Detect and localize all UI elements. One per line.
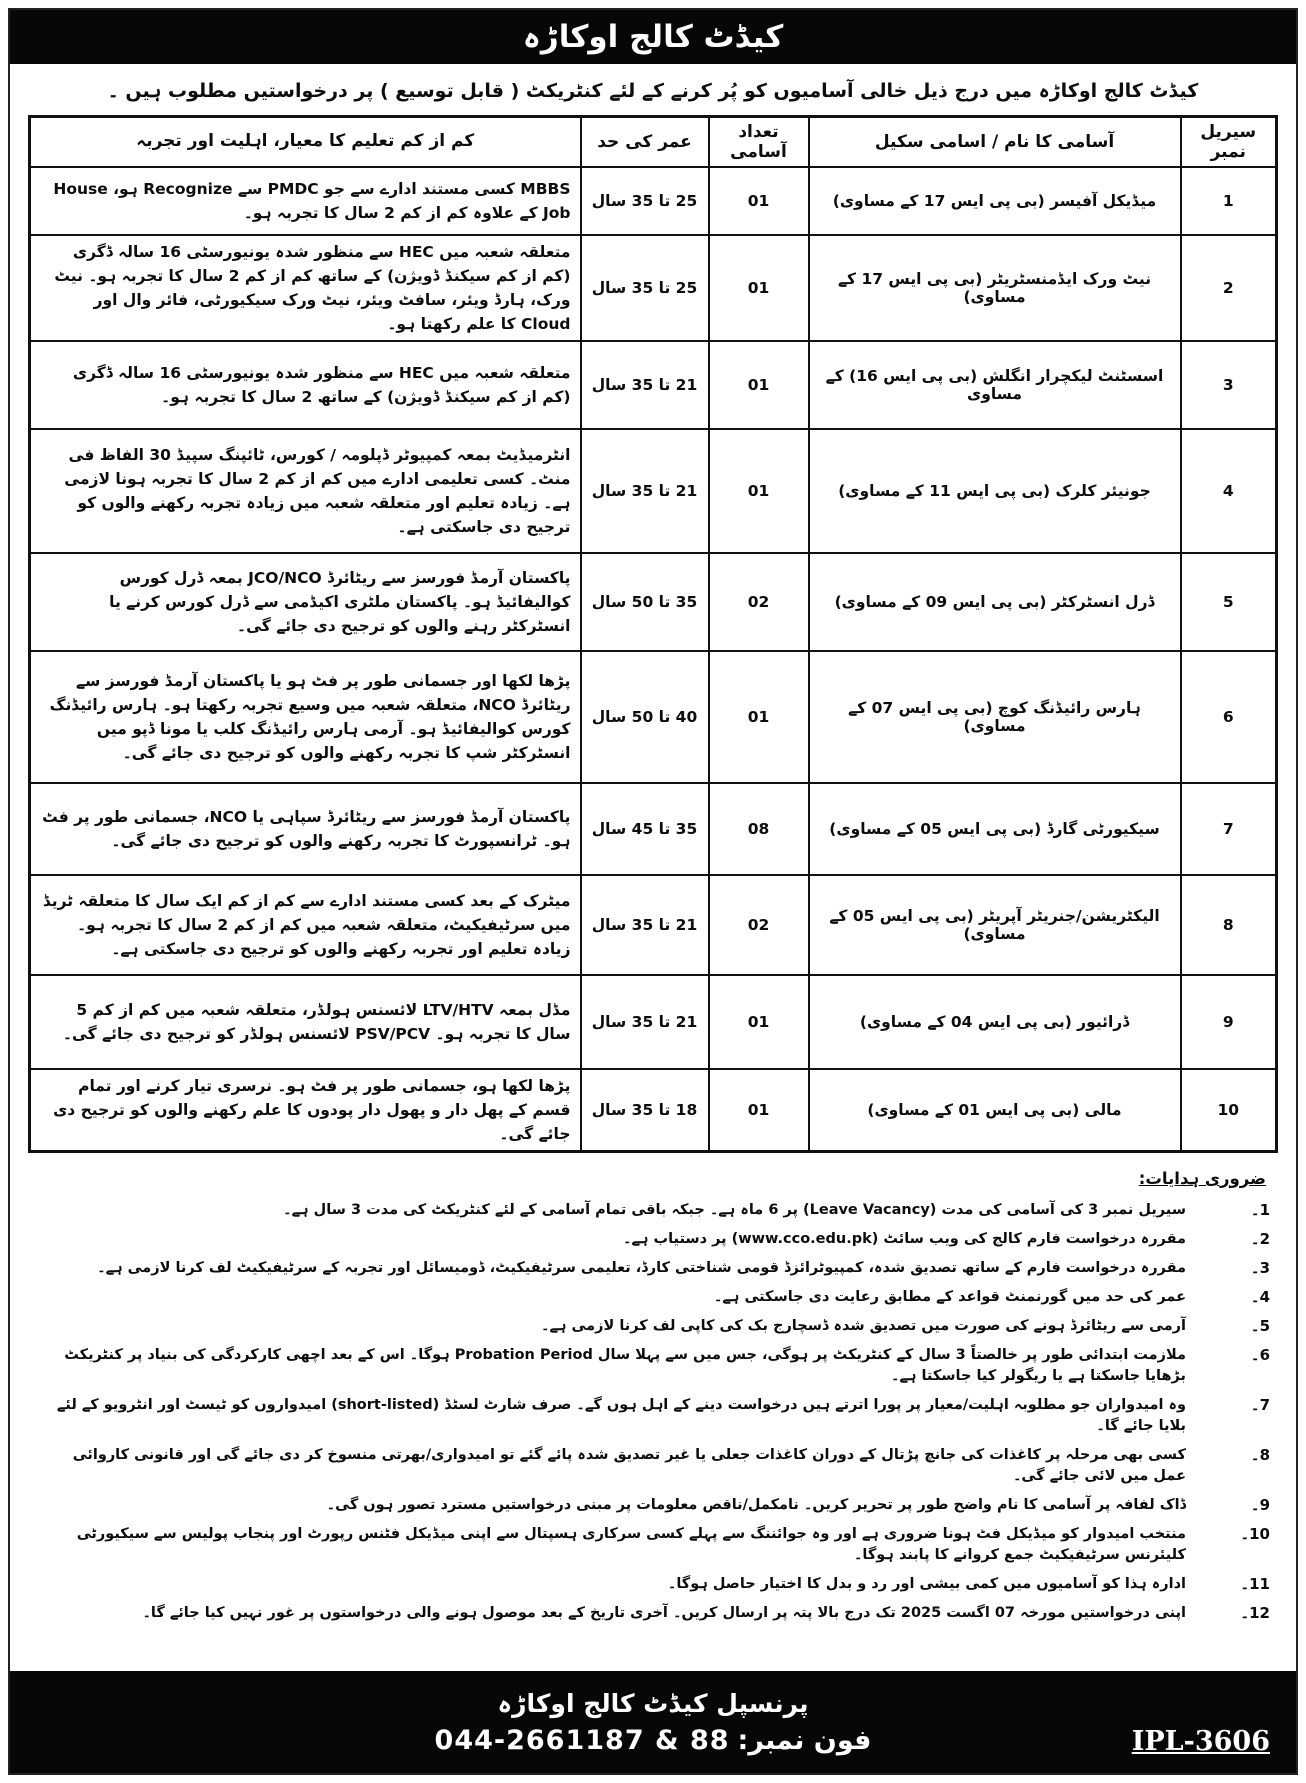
cell-serial: 4 — [1181, 429, 1277, 553]
list-item — [44, 1445, 1270, 1487]
cell-serial: 1 — [1181, 167, 1277, 235]
note-number: 6۔ — [1250, 1345, 1270, 1364]
phone-line — [435, 1725, 872, 1756]
phone-number: 044-2661187 & 88 — [434, 1724, 730, 1756]
list-item — [44, 1524, 1270, 1566]
note-text: کسی بھی مرحلہ پر کاغذات کی جانچ پڑتال کے دوران کاغذات جعلی یا غیر تصدیق شدہ پائے گئے تو امیدواری/بھرتی منسوخ کر دی جائے گی اور قانونی کاروائی عمل میں لائی جائے گی۔ — [72, 1446, 1186, 1484]
page-title: کیڈٹ کالج اوکاڑہ — [522, 19, 784, 55]
cell-serial: 10 — [1181, 1069, 1277, 1152]
cell-count: 01 — [709, 429, 809, 553]
cell-age: 18 تا 35 سال — [581, 1069, 709, 1152]
cell-post: ڈرل انسٹرکٹر (بی پی ایس 09 کے مساوی) — [809, 553, 1181, 651]
footer-bar — [10, 1669, 1296, 1773]
column-header-age: عمر کی حد — [581, 116, 709, 167]
table-row — [30, 975, 1277, 1069]
cell-post: نیٹ ورک ایڈمنسٹریٹر (بی پی ایس 17 کے مساوی) — [809, 235, 1181, 341]
column-header-count: تعداد آسامی — [709, 116, 809, 167]
cell-post: مالی (بی پی ایس 01 کے مساوی) — [809, 1069, 1181, 1152]
list-item — [44, 1395, 1270, 1437]
ipl-code: IPL-3606 — [1131, 1726, 1270, 1757]
table-row — [30, 167, 1277, 235]
list-item — [44, 1200, 1270, 1221]
cell-serial: 9 — [1181, 975, 1277, 1069]
list-item — [44, 1316, 1270, 1337]
cell-serial: 5 — [1181, 553, 1277, 651]
cell-requirements: پاکستان آرمڈ فورسز سے ریٹائرڈ JCO/NCO بمعہ ڈرل کورس کوالیفائیڈ ہو۔ پاکستان ملٹری اکیڈمی سے ڈرل کورس کرنے یا انسٹرکٹر رہنے والوں کو ترجیح دی جائے گی۔ — [30, 553, 581, 651]
note-text: عمر کی حد میں گورنمنٹ قواعد کے مطابق رعایت دی جاسکتی ہے۔ — [713, 1288, 1186, 1305]
note-text: آرمی سے ریٹائرڈ ہونے کی صورت میں تصدیق شدہ ڈسچارج بک کی کاپی لف کرنا لازمی ہے۔ — [540, 1317, 1186, 1334]
cell-requirements: انٹرمیڈیٹ بمعہ کمپیوٹر ڈپلومہ / کورس، ٹائپنگ سپیڈ 30 الفاظ فی منٹ۔ کسی تعلیمی ادارے میں کم از کم 2 سال کا تجربہ ہونا لازمی ہے۔ زیادہ تعلیم اور متعلقہ شعبہ میں زیادہ تجربہ رکھنے والوں کو ترجیح دی جاسکتی ہے۔ — [30, 429, 581, 553]
cell-serial: 2 — [1181, 235, 1277, 341]
cell-requirements: پڑھا لکھا ہو، جسمانی طور پر فٹ ہو۔ نرسری تیار کرنے اور تمام قسم کے پھل دار و پھول دار پودوں کا علم رکھنے والوں کو ترجیح دی جائے گی۔ — [30, 1069, 581, 1152]
table-row — [30, 235, 1277, 341]
note-number: 3۔ — [1250, 1258, 1270, 1277]
cell-requirements: پڑھا لکھا اور جسمانی طور پر فٹ ہو یا پاکستان آرمڈ فورسز سے ریٹائرڈ NCO، متعلقہ شعبہ میں وسیع تجربہ رکھتا ہو۔ ہارس رائیڈنگ کورس کوالیفائیڈ ہو۔ آرمی ہارس رائیڈنگ کلب یا مونا ڈپو میں انسٹرکٹر شپ کا تجربہ رکھنے والوں کو ترجیح دی جائے گی۔ — [30, 651, 581, 783]
list-item — [44, 1287, 1270, 1308]
cell-post: اسسٹنٹ لیکچرار انگلش (بی پی ایس 16) کے مساوی — [809, 341, 1181, 429]
list-item — [44, 1345, 1270, 1387]
header-row — [30, 116, 1277, 167]
phone-label: فون نمبر: — [737, 1724, 872, 1756]
jobs-table-header — [30, 116, 1277, 167]
list-item — [44, 1229, 1270, 1250]
cell-age: 21 تا 35 سال — [581, 429, 709, 553]
note-number: 1۔ — [1250, 1200, 1270, 1219]
note-number: 10۔ — [1240, 1524, 1270, 1543]
cell-count: 01 — [709, 167, 809, 235]
column-header-post: آسامی کا نام / اسامی سکیل — [809, 116, 1181, 167]
cell-count: 01 — [709, 651, 809, 783]
cell-post: میڈیکل آفیسر (بی پی ایس 17 کے مساوی) — [809, 167, 1181, 235]
note-number: 7۔ — [1250, 1395, 1270, 1414]
note-number: 11۔ — [1240, 1574, 1270, 1593]
table-row — [30, 651, 1277, 783]
cell-count: 01 — [709, 235, 809, 341]
title-bar — [10, 10, 1296, 66]
cell-requirements: MBBS کسی مستند ادارے سے جو PMDC سے Recognize ہو، House Job کے علاوہ کم از کم 2 سال کا تجربہ ہو۔ — [30, 167, 581, 235]
cell-serial: 3 — [1181, 341, 1277, 429]
instructions-section — [14, 1159, 1292, 1624]
jobs-table — [28, 115, 1278, 1153]
cell-age: 40 تا 50 سال — [581, 651, 709, 783]
cell-count: 02 — [709, 553, 809, 651]
cell-count: 02 — [709, 875, 809, 975]
cell-age: 21 تا 35 سال — [581, 875, 709, 975]
cell-age: 35 تا 50 سال — [581, 553, 709, 651]
intro-text: کیڈٹ کالج اوکاڑہ میں درج ذیل خالی آسامیوں کو پُر کرنے کے لئے کنٹریکٹ ( قابل توسیع ) پر درخواستیں مطلوب ہیں ۔ — [107, 80, 1199, 102]
note-text: ڈاک لفافہ پر آسامی کا نام واضح طور پر تحریر کریں۔ نامکمل/ناقص معلومات پر مبنی درخواستیں مسترد تصور ہوں گی۔ — [326, 1496, 1186, 1513]
cell-age: 21 تا 35 سال — [581, 341, 709, 429]
cell-serial: 6 — [1181, 651, 1277, 783]
cell-count: 01 — [709, 341, 809, 429]
note-number: 5۔ — [1250, 1316, 1270, 1335]
note-text: ملازمت ابتدائی طور پر خالصتاً 3 سال کے کنٹریکٹ پر ہوگی، جس میں سے پہلا سال Probation Period ہوگا۔ اس کے بعد اچھی کارکردگی کی بنیاد پر کنٹریکٹ بڑھایا جاسکتا ہے یا ریگولر کیا جاسکتا ہے۔ — [64, 1346, 1186, 1384]
cell-requirements: متعلقہ شعبہ میں HEC سے منظور شدہ یونیورسٹی 16 سالہ ڈگری (کم از کم سیکنڈ ڈویژن) کے ساتھ کم از کم 2 سال کا تجربہ ہو۔ نیٹ ورک، ہارڈ ویئر، سافٹ ویئر، نیٹ ورک سیکیورٹی، فائر وال اور Cloud کا علم رکھتا ہو۔ — [30, 235, 581, 341]
note-number: 12۔ — [1240, 1603, 1270, 1622]
cell-count: 08 — [709, 783, 809, 875]
cell-age: 25 تا 35 سال — [581, 167, 709, 235]
ad-frame — [8, 8, 1298, 1775]
cell-requirements: مڈل بمعہ LTV/HTV لائسنس ہولڈر، متعلقہ شعبہ میں کم از کم 5 سال کا تجربہ ہو۔ PSV/PCV لائسنس ہولڈر کو ترجیح دی جائے گی۔ — [30, 975, 581, 1069]
list-item — [44, 1574, 1270, 1595]
column-header-requirements: کم از کم تعلیم کا معیار، اہلیت اور تجربہ — [30, 116, 581, 167]
cell-age: 35 تا 45 سال — [581, 783, 709, 875]
note-number: 9۔ — [1250, 1495, 1270, 1514]
cell-age: 21 تا 35 سال — [581, 975, 709, 1069]
table-row — [30, 341, 1277, 429]
cell-serial: 8 — [1181, 875, 1277, 975]
note-text: مقررہ درخواست فارم کے ساتھ تصدیق شدہ، کمپیوٹرائزڈ قومی شناختی کارڈ، تعلیمی سرٹیفیکیٹ، ڈومیسائل اور تجربہ کے سرٹیفیکیٹ لف کرنا لازمی ہے۔ — [97, 1259, 1186, 1276]
cell-post: جونیئر کلرک (بی پی ایس 11 کے مساوی) — [809, 429, 1181, 553]
table-row — [30, 875, 1277, 975]
list-item — [44, 1495, 1270, 1516]
list-item — [44, 1258, 1270, 1279]
note-text: ادارہ ہذا کو آسامیوں میں کمی بیشی اور رد و بدل کا اختیار حاصل ہوگا۔ — [667, 1575, 1186, 1592]
cell-age: 25 تا 35 سال — [581, 235, 709, 341]
cell-requirements: پاکستان آرمڈ فورسز سے ریٹائرڈ سپاہی یا NCO، جسمانی طور پر فٹ ہو۔ ٹرانسپورٹ کا تجربہ رکھنے والوں کو ترجیح دی جائے گی۔ — [30, 783, 581, 875]
note-number: 2۔ — [1250, 1229, 1270, 1248]
table-row — [30, 553, 1277, 651]
note-text: مقررہ درخواست فارم کالج کی ویب سائٹ (www.cco.edu.pk) پر دستیاب ہے۔ — [622, 1230, 1186, 1247]
table-row — [30, 1069, 1277, 1152]
note-number: 8۔ — [1250, 1445, 1270, 1464]
list-item — [44, 1603, 1270, 1624]
note-text: وہ امیدواران جو مطلوبہ اہلیت/معیار پر پورا اترتے ہیں درخواست دینے کے اہل ہوں گے۔ صرف شارٹ لسٹڈ (short-listed) امیدواروں کو ٹیسٹ اور انٹرویو کے لئے بلایا جائے گا۔ — [56, 1396, 1186, 1434]
cell-post: سیکیورٹی گارڈ (بی پی ایس 05 کے مساوی) — [809, 783, 1181, 875]
note-number: 4۔ — [1250, 1287, 1270, 1306]
cell-post: ہارس رائیڈنگ کوچ (بی پی ایس 07 کے مساوی) — [809, 651, 1181, 783]
cell-count: 01 — [709, 975, 809, 1069]
instructions-heading: ضروری ہدایات: — [1138, 1168, 1266, 1188]
note-text: منتخب امیدوار کو میڈیکل فٹ ہونا ضروری ہے اور وہ جوائننگ سے پہلے کسی سرکاری ہسپتال سے اپنی میڈیکل فٹنس رپورٹ اور پنجاب پولیس سے سیکیورٹی کلیئرنس سرٹیفیکیٹ جمع کروانے کا پابند ہوگا۔ — [76, 1525, 1186, 1563]
note-text: سیریل نمبر 3 کی آسامی کی مدت (Leave Vacancy) پر 6 ماہ ہے۔ جبکہ باقی تمام آسامی کے لئے کنٹریکٹ کی مدت 3 سال ہے۔ — [283, 1201, 1186, 1218]
cell-post: ڈرائیور (بی پی ایس 04 کے مساوی) — [809, 975, 1181, 1069]
note-text: اپنی درخواستیں مورخہ 07 اگست 2025 تک درج بالا پتہ پر ارسال کریں۔ آخری تاریخ کے بعد موصول ہونے والی درخواستوں پر غور نہیں کیا جائے گا۔ — [142, 1604, 1186, 1621]
ad-content — [10, 66, 1296, 1669]
cell-post: الیکٹریشن/جنریٹر آپریٹر (بی پی ایس 05 کے مساوی) — [809, 875, 1181, 975]
jobs-table-body — [30, 167, 1277, 1152]
table-row — [30, 429, 1277, 553]
cell-requirements: متعلقہ شعبہ میں HEC سے منظور شدہ یونیورسٹی 16 سالہ ڈگری (کم از کم سیکنڈ ڈویژن) کے ساتھ 2 سال کا تجربہ ہو۔ — [30, 341, 581, 429]
cell-count: 01 — [709, 1069, 809, 1152]
cell-serial: 7 — [1181, 783, 1277, 875]
principal-title: پرنسپل کیڈٹ کالج اوکاڑہ — [497, 1688, 809, 1718]
table-row — [30, 783, 1277, 875]
column-header-serial: سیریل نمبر — [1181, 116, 1277, 167]
cell-requirements: میٹرک کے بعد کسی مستند ادارے سے کم از کم ایک سال کا متعلقہ ٹریڈ میں سرٹیفیکیٹ، متعلقہ شعبہ میں کم از کم 2 سال کا تجربہ ہو۔ زیادہ تعلیم اور تجربہ رکھنے والوں کو ترجیح دی جاسکتی ہے۔ — [30, 875, 581, 975]
